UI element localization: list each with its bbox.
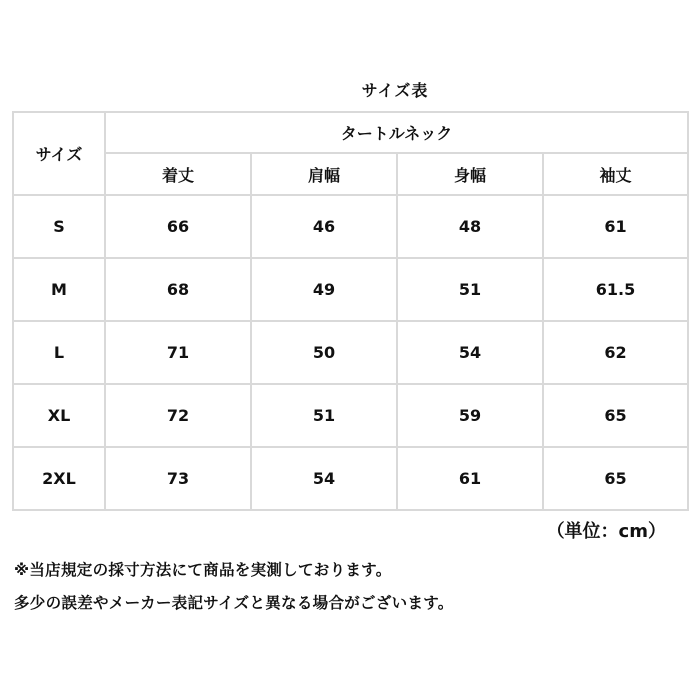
table-cell: 61.5 [543, 258, 688, 321]
table-row [13, 384, 688, 447]
table-cell: 59 [397, 384, 543, 447]
table-row [13, 321, 688, 384]
table-cell: 66 [105, 195, 251, 258]
size-label: 2XL [13, 447, 105, 510]
table-cell: 73 [105, 447, 251, 510]
table-row [13, 195, 688, 258]
column-header-shoulder: 肩幅 [251, 153, 397, 195]
column-header-length: 着丈 [105, 153, 251, 195]
size-label: XL [13, 384, 105, 447]
size-label: L [13, 321, 105, 384]
column-header-sleeve: 袖丈 [543, 153, 688, 195]
table-cell: 46 [251, 195, 397, 258]
column-header-chest: 身幅 [397, 153, 543, 195]
table-cell: 71 [105, 321, 251, 384]
measurement-note: ※当店規定の採寸方法にて商品を実測しております。 [14, 561, 392, 579]
group-header: タートルネック [105, 112, 688, 153]
table-row [13, 258, 688, 321]
table-cell: 61 [543, 195, 688, 258]
size-label: S [13, 195, 105, 258]
table-cell: 68 [105, 258, 251, 321]
table-cell: 51 [251, 384, 397, 447]
table-cell: 49 [251, 258, 397, 321]
size-table [12, 111, 689, 511]
page-title: サイズ表 [361, 81, 429, 100]
table-subheader-row [13, 153, 688, 195]
table-cell: 54 [397, 321, 543, 384]
unit-label: （単位：cm） [546, 521, 666, 542]
table-cell: 50 [251, 321, 397, 384]
table-cell: 65 [543, 447, 688, 510]
table-cell: 62 [543, 321, 688, 384]
table-cell: 51 [397, 258, 543, 321]
table-cell: 61 [397, 447, 543, 510]
size-column-header: サイズ [13, 112, 105, 195]
tolerance-note: 多少の誤差やメーカー表記サイズと異なる場合がございます。 [14, 594, 454, 612]
table-row [13, 447, 688, 510]
table-cell: 54 [251, 447, 397, 510]
size-label: M [13, 258, 105, 321]
table-cell: 72 [105, 384, 251, 447]
table-cell: 48 [397, 195, 543, 258]
table-header-row [13, 112, 688, 153]
table-cell: 65 [543, 384, 688, 447]
